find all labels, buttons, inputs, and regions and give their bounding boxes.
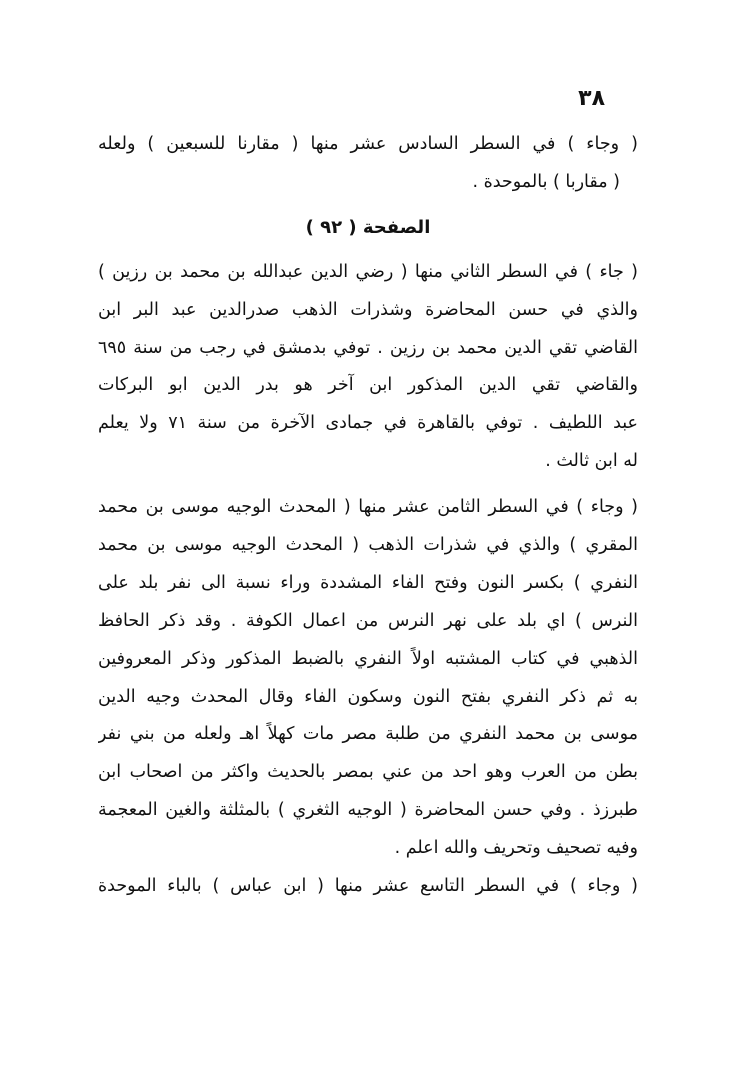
text-line: والذي في حسن المحاضرة وشذرات الذهب صدرالدين عبد البر ابن [98,299,638,320]
text-line: الذهبي في كتاب المشتبه اولاً النفري بالضبط المذكور وذكر المعروفين [98,648,638,669]
text-line: ( وجاء ) في السطر الثامن عشر منها ( المحدث الوجيه موسى بن محمد [98,497,638,518]
text-line: طبرزذ . وفي حسن المحاضرة ( الوجيه الثغري ) بالمثلثة والغين المعجمة [98,800,638,821]
text-line: النرس ) اي بلد على نهر النرس من اعمال الكوفة . وقد ذكر الحافظ [98,610,638,631]
text-line: موسى بن محمد النفري من طلبة مصر مات كهلاً اهـ ولعله من بني نفر [98,724,638,745]
text-line: بطن من العرب وهو احد من عني بمصر بالحديث واكثر من اصحاب ابن [98,762,638,783]
text-line: وفيه تصحيف وتحريف والله اعلم . [394,838,638,859]
text-line: النفري ) بكسر النون وفتح الفاء المشددة وراء نسبة الى نفر بلد على [98,572,638,593]
text-line: به ثم ذكر النفري بفتح النون وسكون الفاء وقال المحدث وجيه الدين [98,686,638,707]
page-number: ٣٨ [578,86,605,111]
text-line: ( وجاء ) في السطر التاسع عشر منها ( ابن عباس ) بالباء الموحدة [98,876,638,897]
text-line: له ابن ثالث . [545,451,638,472]
text-line: والقاضي تقي الدين المذكور ابن آخر هو بدر الدين ابو البركات [98,375,638,396]
body-text [98,126,638,906]
text-line: عبد اللطيف . توفي بالقاهرة في جمادى الآخرة من سنة ٧١ ولا يعلم [98,413,638,434]
text-line: ( جاء ) في السطر الثاني منها ( رضي الدين عبدالله بن محمد بن رزين ) [98,261,638,282]
text-line: ( مقاربا ) بالموحدة . [472,171,620,192]
text-line: المقري ) والذي في شذرات الذهب ( المحدث الوجيه موسى بن محمد [98,535,638,556]
section-heading: الصفحة ( ٩٢ ) [305,216,431,238]
text-line: القاضي تقي الدين محمد بن رزين . توفي بدمشق في رجب من سنة ٦٩٥ [98,337,638,358]
text-line: ( وجاء ) في السطر السادس عشر منها ( مقارنا للسبعين ) ولعله [98,134,638,154]
